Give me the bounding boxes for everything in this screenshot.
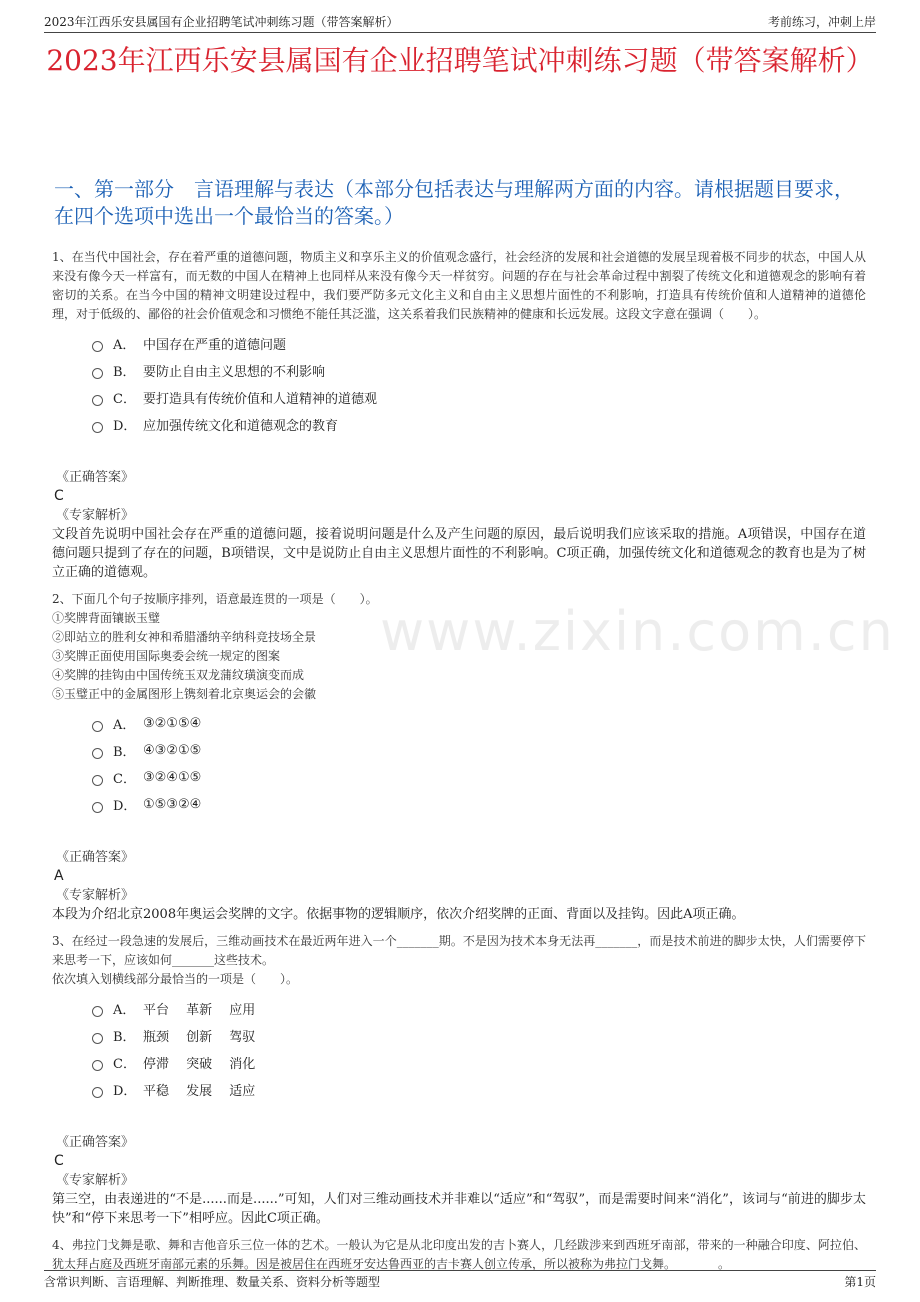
option-text: 瓶颈 创新 驾驭: [143, 1030, 256, 1045]
radio-icon[interactable]: [92, 721, 103, 732]
radio-icon[interactable]: [92, 1033, 103, 1044]
radio-icon[interactable]: [92, 1060, 103, 1071]
radio-icon[interactable]: [92, 368, 103, 379]
option-text: 要打造具有传统价值和人道精神的道德观: [143, 392, 378, 407]
header-left-text: 2023年江西乐安县属国有企业招聘笔试冲刺练习题（带答案解析）: [44, 14, 399, 29]
option-d[interactable]: [92, 791, 866, 818]
analysis-text: 文段首先说明中国社会存在严重的道德问题，接着说明问题是什么及产生问题的原因，最后说明我们应该采取的措施。A项错误，中国存在道德问题只提到了存在的问题，B项错误，文中是说防止自由主义思想片面性的不利影响。C项正确，加强传统文化和道德观念的教育也是为了树立正确的道德观。: [52, 527, 866, 580]
option-letter: C．: [113, 392, 136, 407]
option-letter: C．: [113, 1057, 136, 1072]
option-text: 停滞 突破 消化: [143, 1057, 256, 1072]
option-letter: D．: [113, 419, 137, 434]
option-letter: B．: [113, 365, 136, 380]
option-c[interactable]: [92, 384, 866, 411]
option-b[interactable]: [92, 737, 866, 764]
option-a[interactable]: [92, 995, 866, 1022]
sentence-item: ③奖牌正面使用国际奥委会统一规定的图案: [52, 649, 281, 663]
analysis-text: 本段为介绍北京2008年奥运会奖牌的文字。依据事物的逻辑顺序，依次介绍奖牌的正面、背面以及挂钩。因此A项正确。: [52, 907, 745, 922]
answer-value: C: [54, 1153, 64, 1169]
analysis-label: 《专家解析》: [56, 1173, 135, 1188]
question-2: [52, 590, 866, 924]
option-d[interactable]: [92, 411, 866, 438]
question-stem: 4、弗拉门戈舞是歌、舞和吉他音乐三位一体的艺术。一般认为它是从北印度出发的吉卜赛人，几经跋涉来到西班牙南部，带来的一种融合印度、阿拉伯、犹太拜占庭及西班牙南部元素的乐舞。因是被居住在西班牙安达鲁西亚的吉卡赛人创立传承，所以被称为弗拉门戈舞。_______。: [52, 1238, 866, 1271]
question-stem: 2、下面几个句子按顺序排列，语意最连贯的一项是（ ）。: [52, 592, 378, 606]
header-right-text: 考前练习，冲刺上岸: [767, 14, 876, 29]
radio-icon[interactable]: [92, 1006, 103, 1017]
radio-icon[interactable]: [92, 748, 103, 759]
page-number: 第1页: [844, 1274, 876, 1289]
option-c[interactable]: [92, 764, 866, 791]
option-letter: D．: [113, 799, 137, 814]
answer-label: 《正确答案》: [56, 470, 135, 485]
question-1: [52, 248, 866, 582]
option-text: 应加强传统文化和道德观念的教育: [143, 419, 339, 434]
option-text: 中国存在严重的道德问题: [143, 338, 287, 353]
analysis-text: 第三空，由表递进的“不是......而是......”可知，人们对三维动画技术并非难以“适应”和“驾驭”，而是需要时间来“消化”，该词与“前进的脚步太快”和“停下来思考一下”相呼应。因此C项正确。: [52, 1192, 866, 1226]
option-a[interactable]: [92, 710, 866, 737]
option-b[interactable]: [92, 357, 866, 384]
option-text: 平稳 发展 适应: [143, 1084, 256, 1099]
question-3: [52, 932, 866, 1228]
question-list: [52, 248, 866, 1274]
analysis-label: 《专家解析》: [56, 888, 135, 903]
option-list: [92, 710, 866, 818]
radio-icon[interactable]: [92, 802, 103, 813]
sentence-item: ⑤玉璧正中的金属图形上镌刻着北京奥运会的会徽: [52, 687, 317, 701]
option-list: [92, 330, 866, 438]
document-title: 2023年江西乐安县属国有企业招聘笔试冲刺练习题（带答案解析）: [46, 44, 874, 77]
answer-value: A: [54, 868, 64, 884]
radio-icon[interactable]: [92, 422, 103, 433]
option-letter: C．: [113, 772, 136, 787]
option-list: [92, 995, 866, 1103]
sentence-item: ①奖牌背面镶嵌玉璧: [52, 611, 161, 625]
analysis-label: 《专家解析》: [56, 508, 135, 523]
running-header: [44, 10, 876, 33]
option-letter: B．: [113, 745, 136, 760]
option-letter: A．: [113, 1003, 136, 1018]
radio-icon[interactable]: [92, 395, 103, 406]
radio-icon[interactable]: [92, 341, 103, 352]
question-4: [52, 1236, 866, 1274]
running-footer: [44, 1270, 876, 1291]
question-stem: 1、在当代中国社会，存在着严重的道德问题，物质主义和享乐主义的价值观念盛行，社会经济的发展和社会道德的发展呈现着极不同步的状态，中国人从来没有像今天一样富有，而无数的中国人在精神上也同样从来没有像今天一样贫穷。问题的存在与社会革命过程中割裂了传统文化和道德观念的影响有着密切的关系。在当今中国的精神文明建设过程中，我们要严防多元文化主义和自由主义思想片面性的不利影响，打造具有传统价值和人道精神的道德伦理，对于低级的、鄙俗的社会价值观念和习惯绝不能任其泛滥，这关系着我们民族精神的健康和长远发展。这段文字意在强调（ ）。: [52, 250, 866, 321]
radio-icon[interactable]: [92, 1087, 103, 1098]
option-letter: A．: [113, 718, 136, 733]
option-letter: A．: [113, 338, 136, 353]
option-d[interactable]: [92, 1076, 866, 1103]
option-a[interactable]: [92, 330, 866, 357]
sentence-item: ②即站立的胜利女神和希腊潘纳辛纳科竞技场全景: [52, 630, 317, 644]
option-text: 平台 革新 应用: [143, 1003, 256, 1018]
option-text: 要防止自由主义思想的不利影响: [143, 365, 326, 380]
option-text: ③②④①⑤: [143, 770, 202, 785]
question-prompt: 依次填入划横线部分最恰当的一项是（ ）。: [52, 972, 299, 986]
answer-label: 《正确答案》: [56, 850, 135, 865]
option-b[interactable]: [92, 1022, 866, 1049]
option-text: ①⑤③②④: [143, 797, 202, 812]
footer-left-text: 含常识判断、言语理解、判断推理、数量关系、资料分析等题型: [44, 1274, 381, 1289]
section-heading: 一、第一部分 言语理解与表达（本部分包括表达与理解两方面的内容。请根据题目要求，在四个选项中选出一个最恰当的答案。）: [54, 177, 854, 228]
sentence-item: ④奖牌的挂钩由中国传统玉双龙蒲纹璜演变而成: [52, 668, 305, 682]
radio-icon[interactable]: [92, 775, 103, 786]
watermark: www.zixin.com.cn: [380, 600, 895, 663]
option-text: ③②①⑤④: [143, 716, 202, 731]
option-letter: B．: [113, 1030, 136, 1045]
option-text: ④③②①⑤: [143, 743, 202, 758]
answer-value: C: [54, 488, 64, 504]
option-c[interactable]: [92, 1049, 866, 1076]
question-stem: 3、在经过一段急速的发展后，三维动画技术在最近两年进入一个_______期。不是因为技术本身无法再_______，而是技术前进的脚步太快，人们需要停下来思考一下，应该如何_______这些技术。: [52, 934, 866, 967]
answer-label: 《正确答案》: [56, 1135, 135, 1150]
option-letter: D．: [113, 1084, 137, 1099]
